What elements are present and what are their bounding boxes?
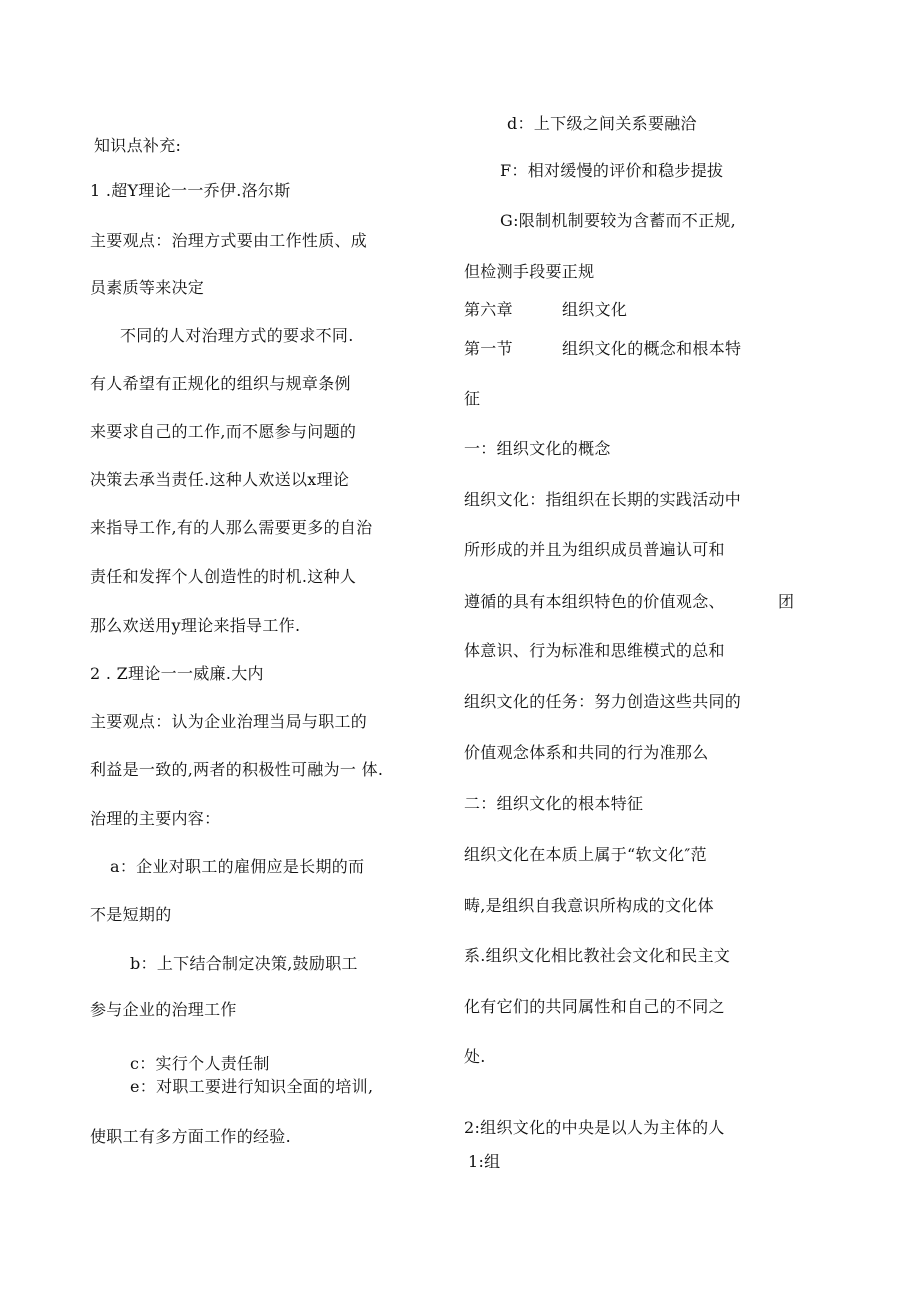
paragraph-line: 组织文化的任务：努力创造这些共同的 [464,692,742,711]
list-item-e-cont: 使职工有多方面工作的经验. [90,1127,291,1146]
list-item-a: a：企业对职工的雇佣应是长期的而 [110,857,365,876]
list-item-d: d：上下级之间关系要融洽 [507,114,697,133]
paragraph-line: 责任和发挥个人创造性的时机.这种人 [90,567,357,586]
paragraph-line: 不同的人对治理方式的要求不同. [120,326,354,345]
list-item-g: G:限制机制要较为含蓄而不正规, [500,211,737,230]
paragraph-line: 决策去承当责任.这种人欢送以x理论 [90,470,350,489]
paragraph-line: 系.组织文化相比教社会文化和民主文 [464,946,731,965]
paragraph-line: 畴,是组织自我意识所构成的文化体 [464,896,714,915]
paragraph-line: 来指导工作,有的人那么需要更多的自治 [90,518,373,537]
subheading-concept: 一：组织文化的概念 [464,439,611,458]
paragraph-line: 主要观点：认为企业治理当局与职工的 [90,712,368,731]
paragraph-line: 体意识、行为标准和思维模式的总和 [464,641,725,660]
section-heading-supplement: 知识点补充: [94,136,182,155]
paragraph-line: 员素质等来决定 [90,278,205,297]
paragraph-line: 治理的主要内容： [90,809,221,828]
paragraph-line: 那么欢送用y理论来指导工作. [90,616,301,635]
list-item-g-cont: 但检测手段要正规 [464,262,595,281]
paragraph-line: 所形成的并且为组织成员普遍认可和 [464,540,725,559]
paragraph-line: 主要观点：治理方式要由工作性质、成 [90,231,368,250]
list-item-b: b：上下结合制定决策,鼓励职工 [130,954,358,973]
chapter-title: 组织文化 [562,300,628,319]
list-item-f: F：相对缓慢的评价和稳步提拔 [500,161,724,180]
paragraph-line-end: 团 [778,592,795,611]
list-item-c: c：实行个人责任制 [130,1054,270,1073]
subheading-features: 二：组织文化的根本特征 [464,794,644,813]
list-item-e: e：对职工要进行知识全面的培训, [130,1077,374,1096]
chapter-label: 第六章 [464,300,513,319]
theory-heading-z: 2 . Z理论一一威廉.大内 [90,664,264,683]
section-title-cont: 征 [464,389,481,408]
list-item-b-cont: 参与企业的治理工作 [90,1000,237,1019]
paragraph-line: 来要求自己的工作,而不愿参与问题的 [90,422,357,441]
paragraph-line: 价值观念体系和共同的行为准那么 [464,743,709,762]
paragraph-line: 组织文化在本质上属于“软文化″范 [464,845,707,864]
section-label: 第一节 [464,339,513,358]
paragraph-line: 组织文化：指组织在长期的实践活动中 [464,490,742,509]
paragraph-line: 处. [464,1047,486,1066]
paragraph-line: 1:组 [468,1152,501,1171]
paragraph-line: 遵循的具有本组织特色的价值观念、 [464,592,725,611]
paragraph-line: 2:组织文化的中央是以人为主体的人 [464,1118,725,1137]
list-item-a-cont: 不是短期的 [90,905,172,924]
paragraph-line: 化有它们的共同属性和自己的不同之 [464,997,725,1016]
paragraph-line: 有人希望有正规化的组织与规章条例 [90,374,351,393]
section-title: 组织文化的概念和根本特 [562,339,742,358]
paragraph-line: 利益是一致的,两者的积极性可融为一 体. [90,760,384,779]
theory-heading-super-y: 1 .超Y理论一一乔伊.洛尔斯 [90,181,291,200]
